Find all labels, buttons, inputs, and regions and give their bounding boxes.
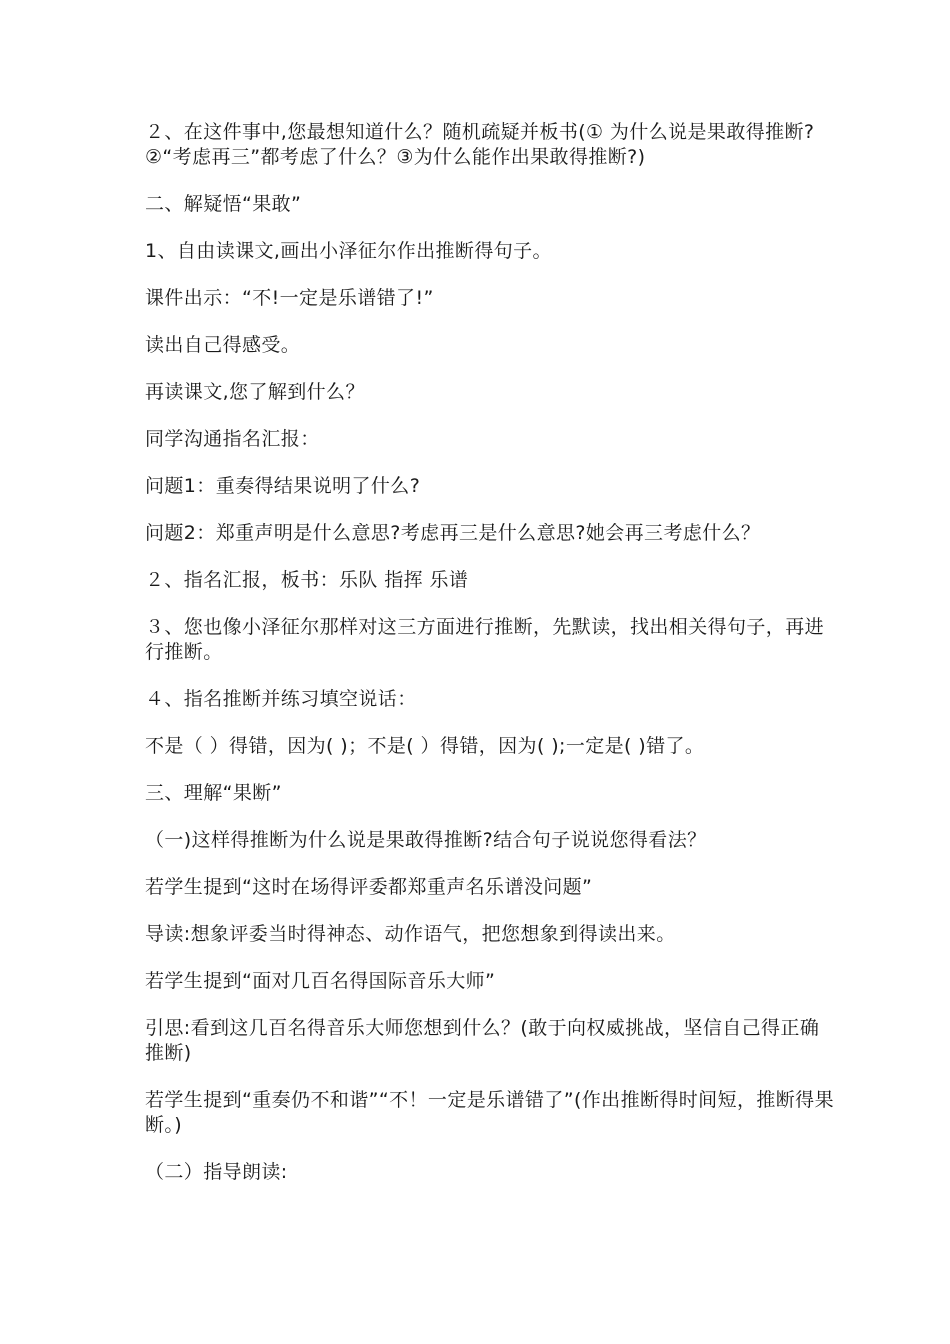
paragraph-step-2: ２、指名汇报，板书：乐队 指挥 乐谱 bbox=[145, 569, 469, 591]
paragraph-subsection-1: （一)这样得推断为什么说是果敢得推断?结合句子说说您得看法？ bbox=[145, 829, 707, 851]
paragraph-question-2: 问题2：郑重声明是什么意思?考虑再三是什么意思?她会再三考虑什么？ bbox=[145, 522, 761, 544]
paragraph-reflection: 引思:看到这几百名得音乐大师您想到什么？(敢于向权威挑战，坚信自己得正确推断) bbox=[145, 1017, 820, 1064]
paragraph-read-feeling: 读出自己得感受。 bbox=[145, 334, 301, 356]
section-heading-3: 三、理解“果断” bbox=[145, 782, 282, 804]
paragraph-courseware: 课件出示：“不!一定是乐谱错了!” bbox=[145, 287, 434, 309]
paragraph-fill-blank: 不是（ ）得错，因为( )；不是( ）得错，因为( );一定是( )错了。 bbox=[145, 735, 705, 757]
paragraph-case-replay: 若学生提到“重奏仍不和谐”“不！一定是乐谱错了”(作出推断得时间短，推断得果断。) bbox=[145, 1089, 834, 1136]
paragraph-step-1: 1、自由读课文,画出小泽征尔作出推断得句子。 bbox=[145, 240, 552, 262]
paragraph-step-4: ４、指名推断并练习填空说话： bbox=[145, 688, 417, 710]
section-heading-2: 二、解疑悟“果敢” bbox=[145, 193, 302, 215]
paragraph-case-masters: 若学生提到“面对几百名得国际音乐大师” bbox=[145, 970, 496, 992]
paragraph-question-list: ２、在这件事中,您最想知道什么？随机疏疑并板书(① 为什么说是果敢得推断?②“考虑再三”都考虑了什么？③为什么能作出果敢得推断?) bbox=[145, 121, 815, 168]
paragraph-question-1: 问题1：重奏得结果说明了什么? bbox=[145, 475, 421, 497]
paragraph-subsection-2: （二）指导朗读: bbox=[145, 1161, 288, 1183]
document-body bbox=[145, 120, 835, 1207]
paragraph-report: 同学沟通指名汇报： bbox=[145, 428, 320, 450]
paragraph-step-3: ３、您也像小泽征尔那样对这三方面进行推断，先默读，找出相关得句子，再进行推断。 bbox=[145, 616, 825, 663]
paragraph-guided-reading: 导读:想象评委当时得神态、动作语气，把您想象到得读出来。 bbox=[145, 923, 676, 945]
paragraph-case-judges: 若学生提到“这时在场得评委都郑重声名乐谱没问题” bbox=[145, 876, 593, 898]
paragraph-reread: 再读课文,您了解到什么？ bbox=[145, 381, 365, 403]
